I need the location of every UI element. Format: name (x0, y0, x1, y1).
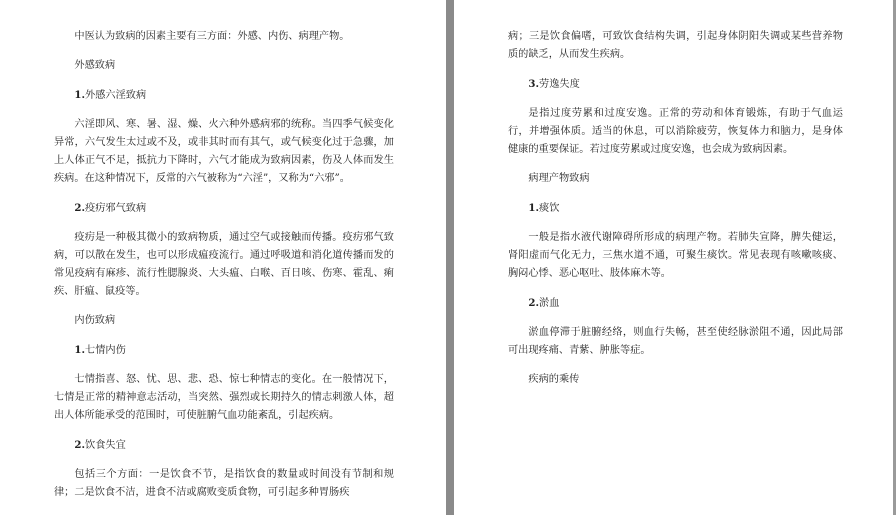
intro-paragraph: 中医认为致病的因素主要有三方面：外感、内伤、病理产物。 (74, 31, 350, 42)
heading-text: 劳逸失度 (539, 79, 580, 90)
paragraph-yuxue: 淤血停滞于脏腑经络，则血行失畅，甚至使经脉淤阻不通，因此局部可出现疼痛、青紫、肿胀等症。 (508, 327, 843, 356)
heading-yuxue (508, 294, 843, 313)
page-left-content (54, 28, 394, 513)
paragraph-continued: 病；三是饮食偏嗜，可致饮食结构失调，引起身体阴阳失调或某些营养物质的缺乏，从而发生疾病。 (508, 31, 843, 60)
heading-liuyin (54, 86, 394, 105)
section-title-waigan: 外感致病 (74, 60, 116, 71)
heading-text: 饮食失宜 (85, 440, 126, 451)
heading-yinshi (54, 436, 394, 455)
heading-text: 疫疠邪气致病 (85, 203, 147, 214)
heading-text: 外感六淫致病 (85, 90, 147, 101)
heading-number: 1. (74, 89, 86, 101)
document-page-left (0, 0, 446, 515)
paragraph-liuyin: 六淫即风、寒、暑、湿、燥、火六种外感病邪的统称。当四季气候变化异常，六气发生太过或不及，或非其时而有其气，或气候变化过于急骤，加上人体正气不足，抵抗力下降时，六气才能成为致病因素，伤及人体而发生疾病。在这种情况下，反常的六气被称为“六淫”，又称为“六邪”。 (54, 119, 394, 184)
section-title-bingli: 病理产物致病 (528, 173, 590, 184)
paragraph-tanyin: 一般是指水液代谢障碍所形成的病理产物。若肺失宣降，脾失健运，肾阳虚而气化无力，三焦水道不通，可聚生痰饮。常见表现有咳嗽咳痰、胸闷心悸、恶心呕吐、肢体麻木等。 (508, 232, 843, 279)
heading-text: 七情内伤 (85, 345, 126, 356)
page-right-content (508, 28, 843, 400)
paragraph-yili: 疫疠是一种极其微小的致病物质，通过空气或接触而传播。疫疠邪气致病，可以散在发生，也可以形成瘟疫流行。通过呼吸道和消化道传播而发的常见疫病有麻疹、流行性腮腺炎、大头瘟、白喉、百日咳、伤寒、霍乱、痢疾、肝瘟、鼠疫等。 (54, 232, 394, 297)
heading-number: 2. (74, 202, 86, 214)
heading-yili (54, 199, 394, 218)
heading-number: 2. (528, 297, 540, 309)
heading-number: 1. (528, 202, 540, 214)
heading-number: 1. (74, 344, 86, 356)
section-title-neishang: 内伤致病 (74, 315, 116, 326)
heading-tanyin (508, 199, 843, 218)
heading-text: 痰饮 (539, 203, 560, 214)
paragraph-yinshi: 包括三个方面：一是饮食不节，是指饮食的数量或时间没有节制和规律；二是饮食不洁，进食不洁或腐败变质食物，可引起多种胃肠疾 (54, 469, 394, 498)
paragraph-qiqing: 七情指喜、怒、忧、思、悲、恐、惊七种情志的变化。在一般情况下，七情是正常的精神意志活动，当突然、强烈或长期持久的情志刺激人体，超出人体所能承受的范围时，可使脏腑气血功能紊乱，引起疾病。 (54, 374, 394, 421)
page-gutter-divider (446, 0, 454, 515)
heading-laoyi (508, 75, 843, 94)
heading-number: 3. (528, 78, 540, 90)
section-title-chengchuan: 疾病的乘传 (528, 374, 580, 385)
heading-number: 2. (74, 439, 86, 451)
heading-qiqing (54, 341, 394, 360)
document-page-right (454, 0, 896, 515)
paragraph-laoyi: 是指过度劳累和过度安逸。正常的劳动和体育锻炼，有助于气血运行，并增强体质。适当的休息，可以消除疲劳，恢复体力和脑力，是身体健康的重要保证。若过度劳累或过度安逸，也会成为致病因素。 (508, 108, 843, 155)
heading-text: 淤血 (539, 298, 560, 309)
